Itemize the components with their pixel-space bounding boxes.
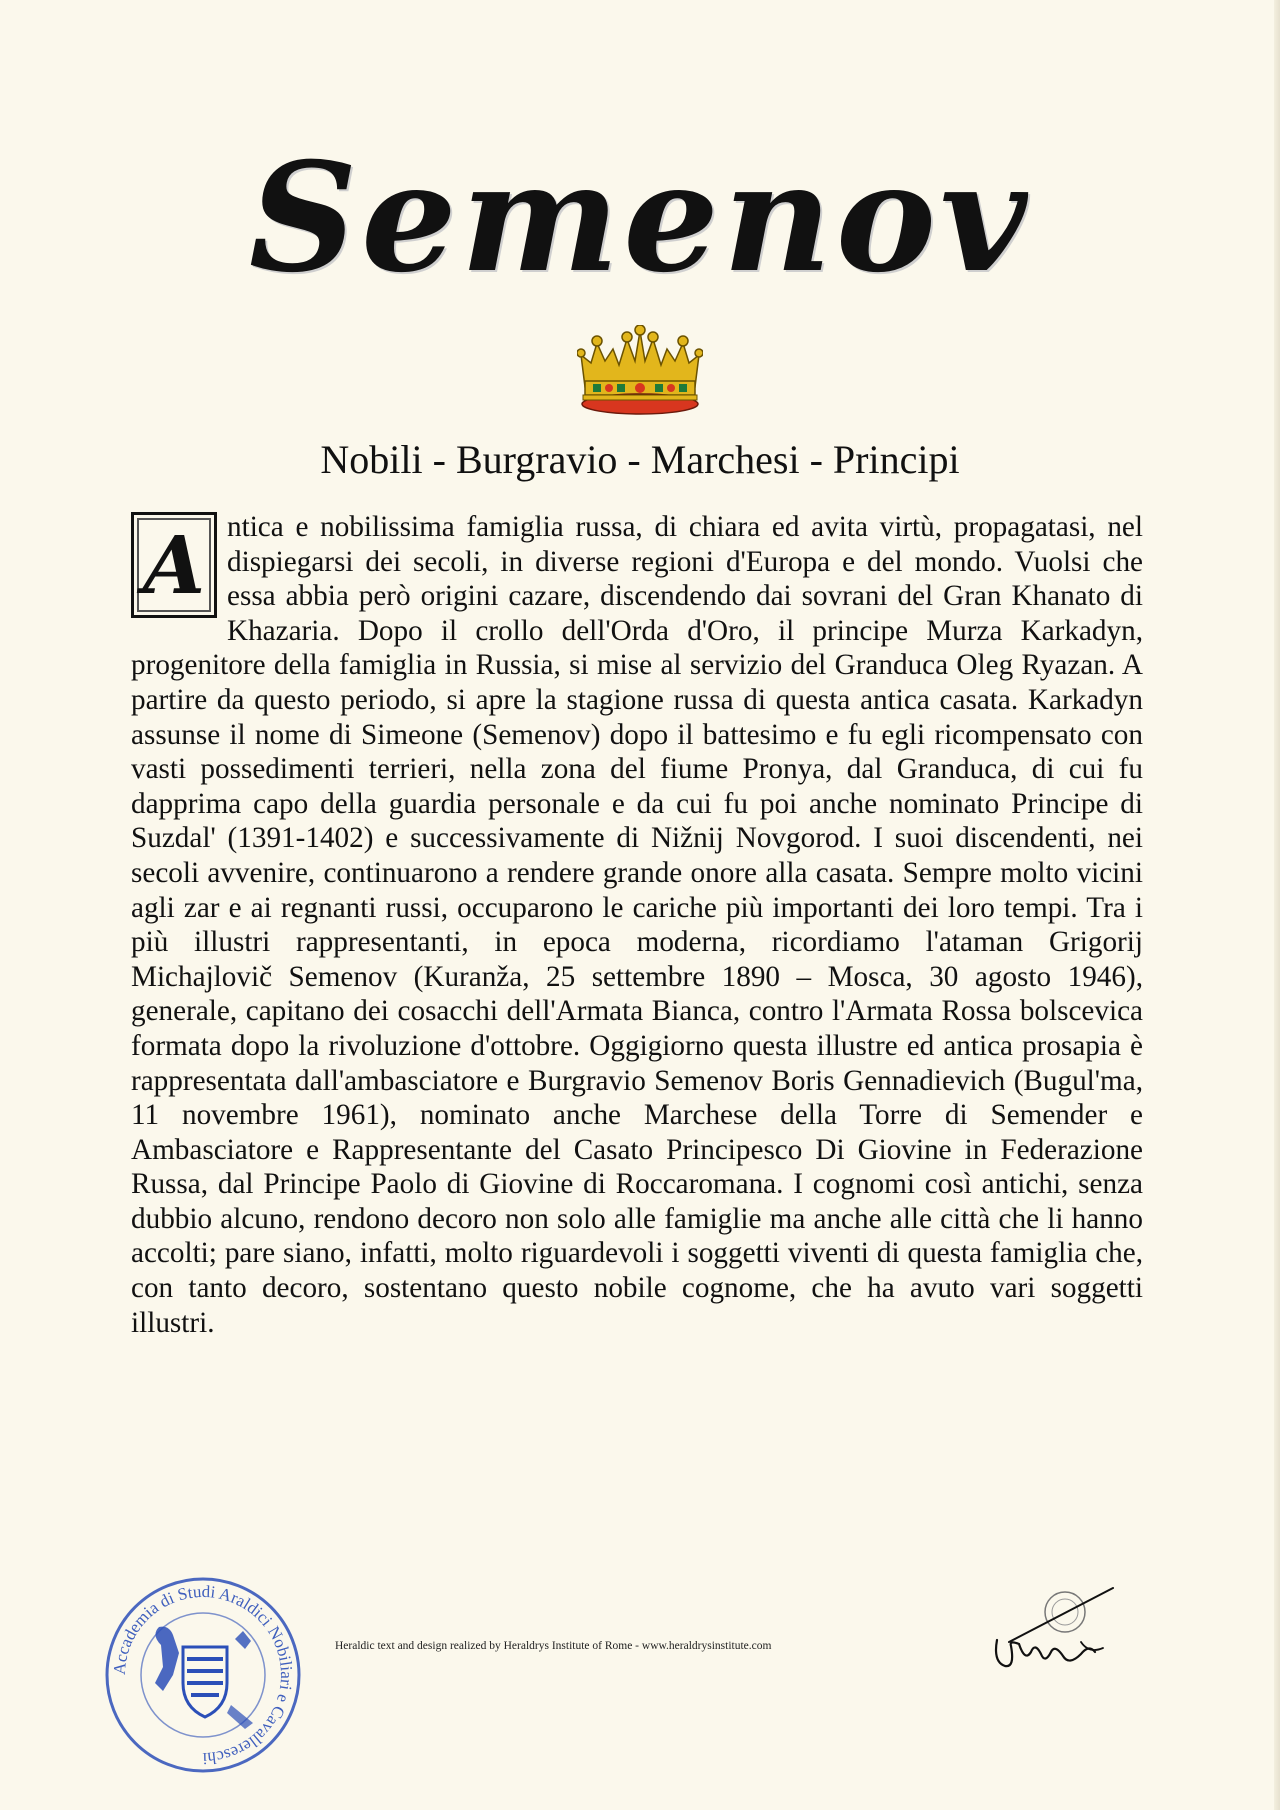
academy-stamp-seal — [103, 1575, 303, 1775]
history-text-block — [131, 510, 1143, 1340]
crown-icon — [577, 325, 703, 417]
nobility-titles-line: Nobili - Burgravio - Marchesi - Principi — [320, 437, 960, 482]
drop-cap-letter: A — [131, 512, 217, 618]
family-name-title: Semenov — [248, 130, 1032, 306]
footer-credit: Heraldic text and design realized by Heraldrys Institute of Rome - www.heraldrysinstitute.com — [335, 1640, 772, 1652]
history-paragraph: ntica e nobilissima famiglia russa, di chiara ed avita virtù, propagatasi, nel dispiegarsi dei secoli, in diverse regioni d'Europa e del mondo. Vuolsi che essa abbia però origini cazare, discendendo dai sovrani del Gran Khanato di Khazaria. Dopo il crollo dell'Orda d'Oro, il principe Murza Karkadyn, progenitore della famiglia in Russia, si mise al servizio del Granduca Oleg Ryazan. A partire da questo periodo, si apre la stagione russa di questa antica casata. Karkadyn assunse il nome di Simeone (Semenov) dopo il battesimo e fu egli ricompensato con vasti possedimenti terrieri, nella zona del fiume Pronya, dal Granduca, di cui fu dapprima capo della guardia personale e da cui fu poi anche nominato Principe di Suzdal' (1391-1402) e successivamente di Nižnij Novgorod. I suoi discendenti, nei secoli avvenire, continuarono a rendere grande onore alla casata. Sempre molto vicini agli zar e ai regnanti russi, occuparono le cariche più importanti dei loro tempi. Tra i più illustri rappresentanti, in epoca moderna, ricordiamo l'ataman Grigorij Michajlovič Semenov (Kuranža, 25 settembre 1890 – Mosca, 30 agosto 1946), generale, capitano dei cosacchi dell'Armata Bianca, contro l'Armata Rossa bolscevica formata dopo la rivoluzione d'ottobre. Oggigiorno questa illustre ed antica prosapia è rappresentata dall'ambasciatore e Burgravio Semenov Boris Gennadievich (Bugul'ma, 11 novembre 1961), nominato anche Marchese della Torre di Semender e Ambasciatore e Rappresentante del Casato Principesco Di Giovine in Federazione Russa, dal Principe Paolo di Giovine di Roccaromana. I cognomi così antichi, senza dubbio alcuno, rendono decoro non solo alle famiglie ma anche alle città che li hanno accolti; pare siano, infatti, molto riguardevoli i soggetti viventi di questa famiglia che, con tanto decoro, sostentano questo nobile cognome, che ha avuto vari soggetti illustri. — [131, 511, 1143, 1339]
svg-text:Accademia di Studi Araldici No: Accademia di Studi Araldici Nobiliari e Cavallereschi — [109, 1581, 297, 1769]
signature — [985, 1582, 1120, 1680]
